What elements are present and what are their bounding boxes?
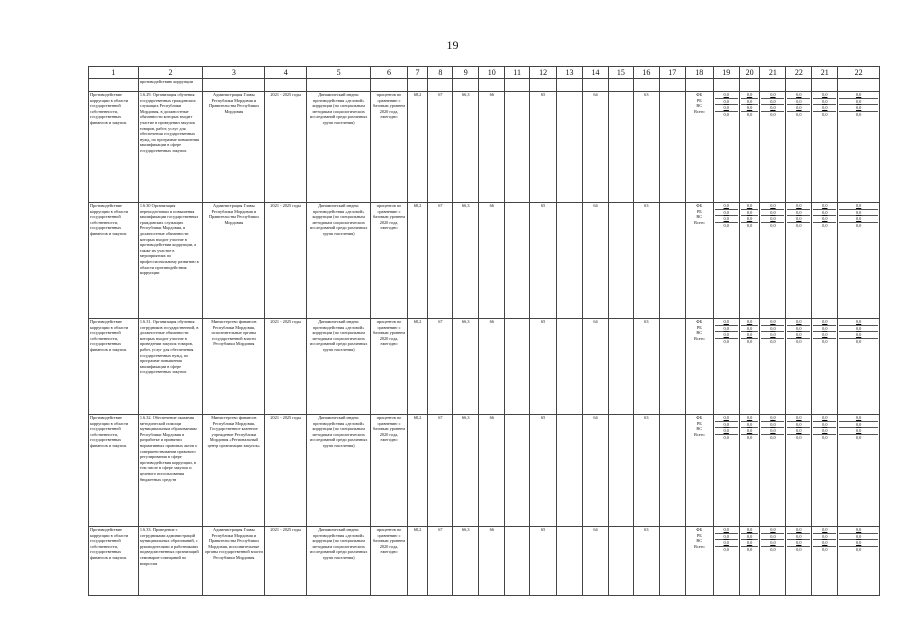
measure-cell: 1.6.33. Проведение с сотрудниками администраций муниципальных образований, с руководителями и работниками подведомственных организаций семинаров-совещаний по вопросам <box>138 527 202 596</box>
task-cell: Противодействие коррупции в области государственной собственности, государственных финансов и закупок <box>89 203 139 319</box>
funding-value: 0,0 <box>787 422 810 429</box>
funding-values-cell <box>838 203 880 319</box>
funding-values-cell <box>786 203 812 319</box>
funding-value: 0,0 <box>787 99 810 106</box>
funding-value: 0,0 <box>787 216 810 223</box>
funding-value: 0,0 <box>770 338 776 344</box>
funding-value: 0,0 <box>787 332 810 339</box>
column-number-12: 12 <box>530 67 557 79</box>
table-row <box>89 415 880 527</box>
funding-value: 0,0 <box>761 203 784 210</box>
funding-value: 0,0 <box>839 415 878 422</box>
funding-value: 0,0 <box>813 210 836 217</box>
value-2022: 66,3 <box>453 319 479 415</box>
table-row <box>89 92 880 203</box>
value-2021: 67 <box>428 92 453 203</box>
empty-cell <box>557 92 583 203</box>
funding-value: 0,0 <box>787 415 810 422</box>
funding-value: 0,0 <box>746 111 753 117</box>
funding-value: 0,0 <box>839 203 878 210</box>
funding-values-cell <box>739 527 760 596</box>
funding-value: 0,0 <box>822 222 828 228</box>
funding-values-cell <box>786 92 812 203</box>
funding-value: 0,0 <box>715 203 738 210</box>
funding-value: 0,0 <box>787 534 810 541</box>
funding-values-cell <box>739 92 760 203</box>
funding-value: 0,0 <box>822 434 828 440</box>
funding-value: 0,0 <box>741 105 759 112</box>
funding-value: 0,0 <box>822 338 828 344</box>
funding-value: 0,0 <box>741 210 759 217</box>
funding-value: 0,0 <box>770 222 776 228</box>
measure-cell: 1.6.29. Организация обучения государственных гражданских служащих Республики Мордовия, в должностные обязанности которых входит участие в проведении закупок товаров, работ, услуг для обеспечения государственных нужд, по программе повышения квалификации в сфере государственных закупок <box>138 92 202 203</box>
value-2022: 66,3 <box>453 415 479 527</box>
value-2020: 68,2 <box>407 319 428 415</box>
funding-value: 0,0 <box>715 319 738 326</box>
indicator-cell: Динамический индекс противодействия «деловой» коррупции (по специальным методикам социологических исследований среди различных групп населения) <box>306 415 370 527</box>
funding-value: 0,0 <box>761 99 784 106</box>
measure-cell: 1.6.32. Обеспечение оказания методической помощи муниципальным образованиям Республики Мордовия в разработке и принятии нормативных правовых актов о совершенствовании правового регулирования в сфере противодействия коррупции, в том числе в сфере закупок и целевого использования бюджетных средств <box>138 415 202 527</box>
funding-value: 0,0 <box>761 422 784 429</box>
funding-value: 0,0 <box>715 216 738 223</box>
funding-source-label: ВС <box>696 103 703 108</box>
column-number-24: 22 <box>838 67 880 79</box>
value-2021: 67 <box>428 319 453 415</box>
empty-cell <box>505 415 530 527</box>
funding-values-cell <box>812 203 838 319</box>
column-number-2: 2 <box>138 67 202 79</box>
funding-source-label: Всего <box>693 219 705 225</box>
indicator-cell: Динамический индекс противодействия «деловой» коррупции (по специальным методикам социологических исследований среди различных групп населения) <box>306 92 370 203</box>
column-number-19: 19 <box>713 67 739 79</box>
column-number-9: 9 <box>453 67 479 79</box>
table-row <box>89 319 880 415</box>
funding-value: 0,0 <box>787 527 810 534</box>
empty-cell <box>557 319 583 415</box>
empty-cell <box>659 92 685 203</box>
funding-source-label: РБ <box>696 532 702 538</box>
value-2021: 67 <box>428 415 453 527</box>
funding-values-cell <box>838 92 880 203</box>
funding-value: 0,0 <box>813 319 836 326</box>
executor-cell: Администрация Главы Республики Мордовия и Правительства Республики Мордовия, исполнительные органы государственной власти Республики Мордовия <box>203 527 265 596</box>
column-number-8: 8 <box>428 67 453 79</box>
funding-value: 0,0 <box>813 540 836 547</box>
task-cell: Противодействие коррупции в области государственной собственности, государственных финансов и закупок <box>89 92 139 203</box>
value-2025: 64 <box>583 319 609 415</box>
unit-cell: процентов по сравнению с базовым уровнем 2020 года, ежегодно <box>371 527 407 596</box>
value-target: 63 <box>633 415 659 527</box>
column-number-20: 20 <box>739 67 760 79</box>
value-2023: 66 <box>479 319 505 415</box>
funding-value: 0,0 <box>796 338 802 344</box>
funding-value: 0,0 <box>761 415 784 422</box>
period-cell: 2021 - 2025 годы <box>265 527 307 596</box>
funding-value: 0,0 <box>839 105 878 112</box>
empty-cell <box>659 415 685 527</box>
funding-values-cell <box>786 319 812 415</box>
column-number-15: 15 <box>608 67 633 79</box>
funding-values-cell <box>838 319 880 415</box>
empty-cell <box>505 319 530 415</box>
funding-values-cell <box>713 92 739 203</box>
executor-cell: Министерство финансов Республики Мордовия, исполнительные органы государственной власти Республики Мордовия <box>203 319 265 415</box>
measure-cell: 1.6.31. Организация обучения сотрудников государственной, в должностные обязанности которых входит участие в проведении закупок товаров, работ, услуг для обеспечения государственных нужд, по программе повышения квалификации в сфере государственных закупок <box>138 319 202 415</box>
column-number-3: 3 <box>203 67 265 79</box>
value-2025: 64 <box>583 527 609 596</box>
funding-value: 0,0 <box>715 415 738 422</box>
funding-value: 0,0 <box>715 105 738 112</box>
funding-value: 0,0 <box>746 546 753 552</box>
funding-value: 0,0 <box>839 428 878 435</box>
funding-value: 0,0 <box>746 434 753 440</box>
funding-value: 0,0 <box>761 527 784 534</box>
funding-source-label: ВС <box>696 330 703 335</box>
empty-cell <box>608 527 633 596</box>
column-number-row <box>89 67 880 79</box>
column-number-10: 10 <box>479 67 505 79</box>
funding-value: 0,0 <box>813 428 836 435</box>
funding-value: 0,0 <box>839 326 878 333</box>
continuation-text: противодействию коррупции <box>138 79 202 92</box>
funding-values-cell <box>760 92 786 203</box>
funding-values-cell <box>786 415 812 527</box>
funding-value: 0,0 <box>796 111 802 117</box>
funding-value: 0,0 <box>839 540 878 547</box>
empty-cell <box>659 319 685 415</box>
funding-values-cell <box>713 527 739 596</box>
funding-value: 0,0 <box>813 326 836 333</box>
funding-value: 0,0 <box>761 332 784 339</box>
empty-cell <box>608 203 633 319</box>
funding-value: 0,0 <box>770 111 776 117</box>
value-2024: 65 <box>530 415 557 527</box>
funding-value: 0,0 <box>741 326 759 333</box>
column-number-22: 22 <box>786 67 812 79</box>
funding-value: 0,0 <box>761 428 784 435</box>
funding-value: 0,0 <box>741 422 759 429</box>
funding-value: 0,0 <box>770 546 776 552</box>
value-2020: 68,2 <box>407 203 428 319</box>
funding-values-cell <box>812 415 838 527</box>
funding-value: 0,0 <box>813 422 836 429</box>
column-number-18: 18 <box>685 67 713 79</box>
funding-value: 0,0 <box>715 534 738 541</box>
funding-value: 0,0 <box>741 415 759 422</box>
period-cell: 2021 - 2025 годы <box>265 415 307 527</box>
funding-values-cell <box>760 415 786 527</box>
value-2024: 65 <box>530 319 557 415</box>
empty-cell <box>505 92 530 203</box>
empty-cell <box>659 203 685 319</box>
funding-source-label: ВС <box>696 538 703 543</box>
funding-value: 0,0 <box>813 105 836 112</box>
funding-value: 0,0 <box>761 540 784 547</box>
funding-value: 0,0 <box>839 216 878 223</box>
column-number-7: 7 <box>407 67 428 79</box>
column-number-23: 21 <box>812 67 838 79</box>
funding-value: 0,0 <box>813 216 836 223</box>
funding-value: 0,0 <box>839 210 878 217</box>
funding-source-cell <box>685 319 713 415</box>
value-target: 63 <box>633 203 659 319</box>
value-2023: 66 <box>479 92 505 203</box>
column-number-1: 1 <box>89 67 139 79</box>
value-2024: 65 <box>530 92 557 203</box>
value-2020: 68,2 <box>407 527 428 596</box>
funding-value: 0,0 <box>741 527 759 534</box>
funding-values-cell <box>739 319 760 415</box>
empty-cell <box>608 415 633 527</box>
funding-source-label: РБ <box>696 208 702 214</box>
funding-values-cell <box>812 527 838 596</box>
funding-value: 0,0 <box>855 222 862 228</box>
funding-value: 0,0 <box>839 92 878 99</box>
value-2022: 66,3 <box>453 92 479 203</box>
value-2020: 68,2 <box>407 415 428 527</box>
value-target: 63 <box>633 319 659 415</box>
funding-value: 0,0 <box>715 422 738 429</box>
empty-cell <box>557 527 583 596</box>
funding-value: 0,0 <box>715 428 738 435</box>
executor-cell: Министерство финансов Республики Мордовия, Государственное казенное учреждение Республики Мордовия «Региональный центр организации закупок» <box>203 415 265 527</box>
funding-source-label: Всего <box>693 335 705 341</box>
measure-cell: 1.6.30 Организация переподготовки и повышения квалификации государственных гражданских служащих Республики Мордовия, в должностные обязанности которых входит участие в противодействии коррупции, а также их участие в мероприятиях по профессиональному развитию в области противодействия коррупции <box>138 203 202 319</box>
column-number-16: 16 <box>633 67 659 79</box>
column-number-13: 13 <box>557 67 583 79</box>
funding-value: 0,0 <box>855 434 862 440</box>
funding-source-label: Всего <box>693 543 705 549</box>
unit-cell: процентов по сравнению с базовым уровнем 2020 года, ежегодно <box>371 203 407 319</box>
funding-values-cell <box>838 527 880 596</box>
funding-value: 0,0 <box>839 319 878 326</box>
value-2024: 65 <box>530 203 557 319</box>
funding-value: 0,0 <box>813 332 836 339</box>
funding-value: 0,0 <box>813 415 836 422</box>
funding-source-label: ВС <box>696 426 703 431</box>
indicator-cell: Динамический индекс противодействия «деловой» коррупции (по специальным методикам социологических исследований среди различных групп населения) <box>306 319 370 415</box>
funding-value: 0,0 <box>761 534 784 541</box>
funding-value: 0,0 <box>787 92 810 99</box>
program-table <box>88 66 880 596</box>
funding-source-label: ФБ <box>696 203 703 208</box>
value-2022: 66,3 <box>453 203 479 319</box>
funding-value: 0,0 <box>723 434 729 440</box>
funding-source-label: Всего <box>693 431 705 437</box>
funding-values-cell <box>812 92 838 203</box>
value-2023: 66 <box>479 203 505 319</box>
indicator-cell: Динамический индекс противодействия «деловой» коррупции (по специальным методикам социологических исследований среди различных групп населения) <box>306 527 370 596</box>
funding-source-label: ВС <box>696 214 703 219</box>
funding-value: 0,0 <box>715 527 738 534</box>
funding-value: 0,0 <box>813 527 836 534</box>
value-target: 63 <box>633 92 659 203</box>
funding-value: 0,0 <box>715 99 738 106</box>
column-number-17: 17 <box>659 67 685 79</box>
funding-value: 0,0 <box>813 92 836 99</box>
funding-value: 0,0 <box>855 338 862 344</box>
funding-values-cell <box>760 527 786 596</box>
funding-source-cell <box>685 92 713 203</box>
funding-value: 0,0 <box>761 326 784 333</box>
funding-source-label: ФБ <box>696 92 703 97</box>
funding-values-cell <box>739 415 760 527</box>
unit-cell: процентов по сравнению с базовым уровнем 2020 года, ежегодно <box>371 415 407 527</box>
funding-source-label: Всего <box>693 108 705 114</box>
funding-values-cell <box>760 319 786 415</box>
funding-value: 0,0 <box>813 534 836 541</box>
funding-value: 0,0 <box>741 540 759 547</box>
empty-cell <box>608 319 633 415</box>
funding-value: 0,0 <box>796 434 802 440</box>
empty-cell <box>505 527 530 596</box>
funding-value: 0,0 <box>839 527 878 534</box>
funding-value: 0,0 <box>855 546 862 552</box>
funding-value: 0,0 <box>746 222 753 228</box>
funding-source-cell <box>685 203 713 319</box>
funding-values-cell <box>713 415 739 527</box>
funding-value: 0,0 <box>839 99 878 106</box>
funding-value: 0,0 <box>723 338 729 344</box>
period-cell: 2021 - 2025 годы <box>265 203 307 319</box>
table-row-continuation <box>89 79 880 92</box>
funding-value: 0,0 <box>741 203 759 210</box>
value-2025: 64 <box>583 203 609 319</box>
funding-value: 0,0 <box>787 105 810 112</box>
funding-value: 0,0 <box>787 319 810 326</box>
funding-source-label: РБ <box>696 97 702 103</box>
value-2021: 67 <box>428 527 453 596</box>
period-cell: 2021 - 2025 годы <box>265 319 307 415</box>
value-2023: 66 <box>479 527 505 596</box>
funding-value: 0,0 <box>723 546 729 552</box>
task-cell: Противодействие коррупции в области государственной собственности, государственных финансов и закупок <box>89 527 139 596</box>
funding-source-label: РБ <box>696 420 702 426</box>
empty-cell <box>557 203 583 319</box>
funding-values-cell <box>760 203 786 319</box>
value-2021: 67 <box>428 203 453 319</box>
funding-values-cell <box>713 203 739 319</box>
column-number-6: 6 <box>371 67 407 79</box>
funding-values-cell <box>838 415 880 527</box>
funding-value: 0,0 <box>770 434 776 440</box>
value-2024: 65 <box>530 527 557 596</box>
value-target: 63 <box>633 527 659 596</box>
funding-value: 0,0 <box>787 540 810 547</box>
funding-source-cell <box>685 415 713 527</box>
funding-value: 0,0 <box>741 319 759 326</box>
funding-value: 0,0 <box>715 92 738 99</box>
funding-source-label: ФБ <box>696 415 703 420</box>
funding-value: 0,0 <box>723 222 729 228</box>
funding-value: 0,0 <box>855 111 862 117</box>
empty-cell <box>557 415 583 527</box>
funding-value: 0,0 <box>741 92 759 99</box>
table-row <box>89 527 880 596</box>
value-2020: 68,2 <box>407 92 428 203</box>
funding-values-cell <box>713 319 739 415</box>
funding-value: 0,0 <box>813 99 836 106</box>
unit-cell: процентов по сравнению с базовым уровнем 2020 года, ежегодно <box>371 319 407 415</box>
table-row <box>89 203 880 319</box>
value-2022: 66,3 <box>453 527 479 596</box>
funding-value: 0,0 <box>813 203 836 210</box>
funding-value: 0,0 <box>787 428 810 435</box>
funding-value: 0,0 <box>822 546 828 552</box>
funding-source-label: ФБ <box>696 319 703 324</box>
funding-source-cell <box>685 527 713 596</box>
funding-source-label: ФБ <box>696 527 703 532</box>
empty-cell <box>608 92 633 203</box>
funding-value: 0,0 <box>761 105 784 112</box>
funding-value: 0,0 <box>746 338 753 344</box>
funding-value: 0,0 <box>761 92 784 99</box>
value-2025: 64 <box>583 415 609 527</box>
column-number-4: 4 <box>265 67 307 79</box>
indicator-cell: Динамический индекс противодействия «деловой» коррупции (по специальным методикам социологических исследований среди различных групп населения) <box>306 203 370 319</box>
funding-value: 0,0 <box>787 210 810 217</box>
value-2023: 66 <box>479 415 505 527</box>
unit-cell: процентов по сравнению с базовым уровнем 2020 года, ежегодно <box>371 92 407 203</box>
funding-values-cell <box>786 527 812 596</box>
funding-value: 0,0 <box>761 210 784 217</box>
task-cell: Противодействие коррупции в области государственной собственности, государственных финансов и закупок <box>89 319 139 415</box>
funding-value: 0,0 <box>839 422 878 429</box>
empty-cell <box>505 203 530 319</box>
funding-value: 0,0 <box>839 332 878 339</box>
funding-value: 0,0 <box>787 326 810 333</box>
task-cell: Противодействие коррупции в области государственной собственности, государственных финансов и закупок <box>89 415 139 527</box>
funding-values-cell <box>739 203 760 319</box>
column-number-11: 11 <box>505 67 530 79</box>
executor-cell: Администрация Главы Республики Мордовия и Правительства Республики Мордовия <box>203 203 265 319</box>
executor-cell: Администрация Главы Республики Мордовия и Правительства Республики Мордовия <box>203 92 265 203</box>
funding-value: 0,0 <box>839 534 878 541</box>
column-number-14: 14 <box>583 67 609 79</box>
empty-cell <box>659 527 685 596</box>
table-body <box>89 79 880 596</box>
funding-value: 0,0 <box>796 546 802 552</box>
funding-value: 0,0 <box>741 534 759 541</box>
funding-value: 0,0 <box>741 332 759 339</box>
funding-value: 0,0 <box>741 99 759 106</box>
funding-value: 0,0 <box>715 540 738 547</box>
funding-value: 0,0 <box>741 216 759 223</box>
funding-value: 0,0 <box>715 210 738 217</box>
funding-value: 0,0 <box>761 319 784 326</box>
funding-value: 0,0 <box>715 332 738 339</box>
funding-value: 0,0 <box>715 326 738 333</box>
column-number-5: 5 <box>306 67 370 79</box>
column-number-21: 21 <box>760 67 786 79</box>
funding-value: 0,0 <box>822 111 828 117</box>
value-2025: 64 <box>583 92 609 203</box>
funding-source-label: РБ <box>696 324 702 330</box>
funding-value: 0,0 <box>741 428 759 435</box>
funding-value: 0,0 <box>723 111 729 117</box>
funding-values-cell <box>812 319 838 415</box>
page-number: 19 <box>446 38 459 52</box>
funding-value: 0,0 <box>796 222 802 228</box>
funding-value: 0,0 <box>787 203 810 210</box>
funding-value: 0,0 <box>761 216 784 223</box>
period-cell: 2021 - 2025 годы <box>265 92 307 203</box>
